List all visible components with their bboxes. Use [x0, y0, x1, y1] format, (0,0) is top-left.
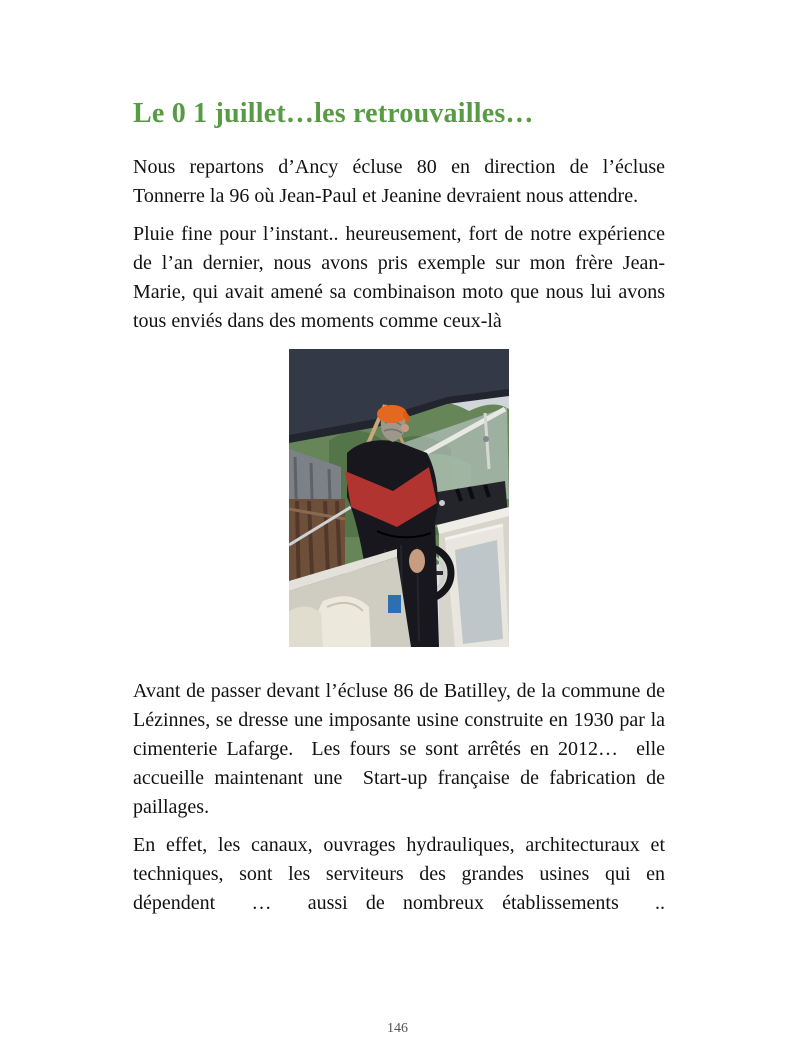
boat-photo-illustration — [289, 349, 509, 647]
page-number: 146 — [387, 1021, 408, 1036]
paragraph-3: Avant de passer devant l’écluse 86 de Batilley, de la commune de Lézinnes, se dresse une imposante usine construite en 1930 par la cimenterie Lafarge. Les fours se sont arrêtés en 2012… elle accueille maintenant une Start-up française de fabrication de paillages. — [133, 679, 670, 818]
paragraph-2: Pluie fine pour l’instant.. heureusement, fort de notre expérience de l’an dernier, nous avons pris exemple sur mon frère Jean-Marie, qui avait amené sa combinaison moto que nous lui avons tous enviés dans des moments comme ceux-là — [133, 222, 670, 332]
paragraph-4: En effet, les canaux, ouvrages hydrauliques, architecturaux et techniques, sont les serviteurs des grandes usines qui en dépendent … aussi de nombreux établissements .. — [133, 833, 670, 914]
boat-photo — [289, 349, 509, 647]
paragraph-1: Nous repartons d’Ancy écluse 80 en direction de l’écluse Tonnerre la 96 où Jean-Paul et Jeanine devraient nous attendre. — [133, 155, 670, 207]
page-title: Le 0 1 juillet…les retrouvailles… — [133, 98, 534, 129]
